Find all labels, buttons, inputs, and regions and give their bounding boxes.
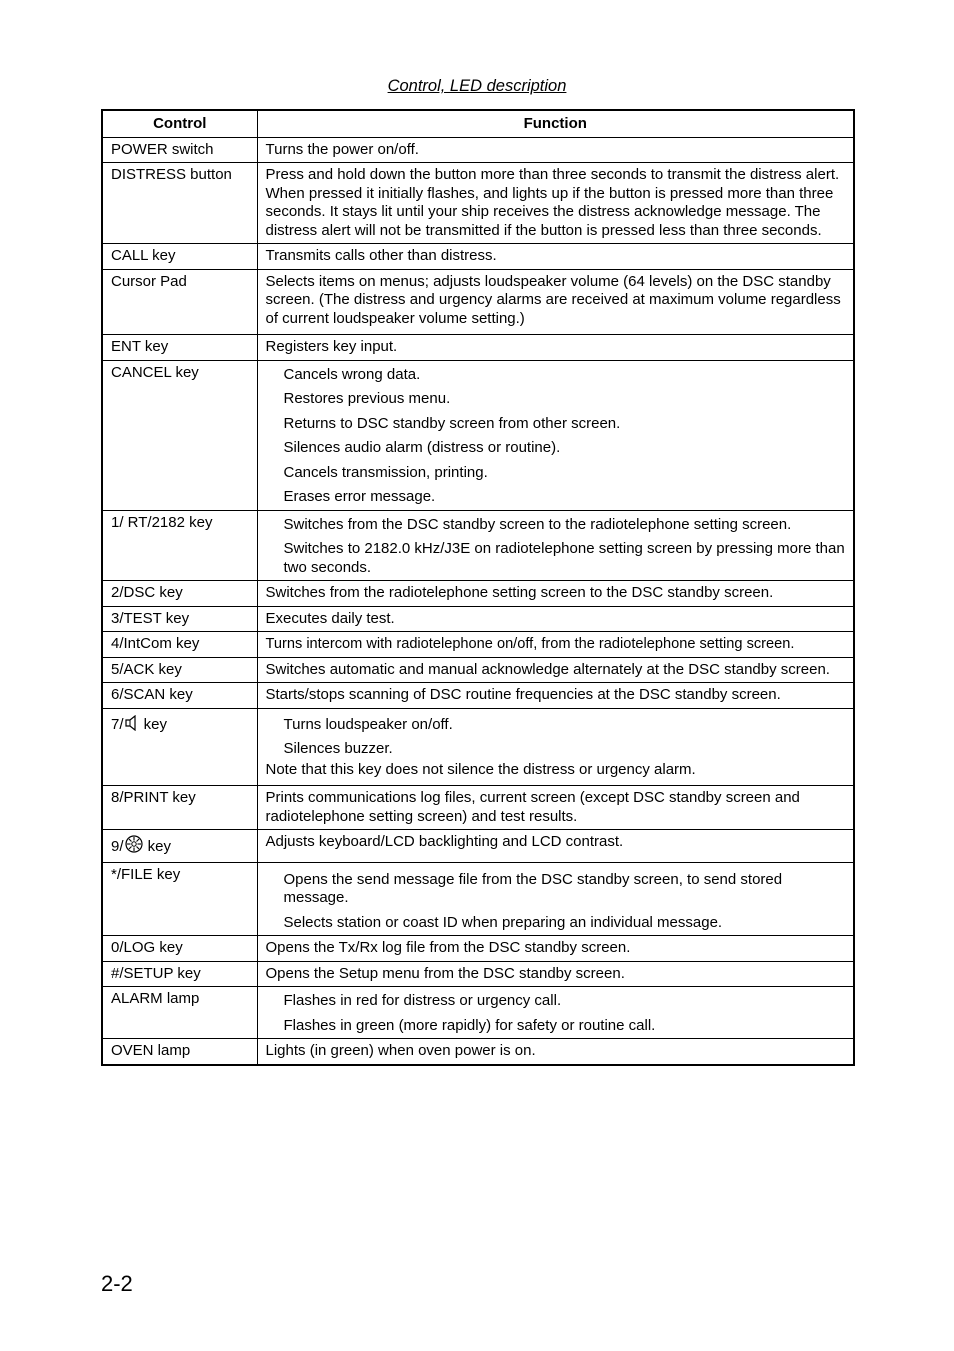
control-suffix: key <box>139 715 168 733</box>
table-row <box>102 683 854 709</box>
list-item: Turns loudspeaker on/off. <box>283 715 453 733</box>
bullet-list <box>266 516 847 578</box>
control-cell: CANCEL key <box>102 360 257 510</box>
control-cell: 3/TEST key <box>102 606 257 632</box>
list-item: Selects station or coast ID when preparing an individual message. <box>283 913 723 931</box>
list-item: Cancels transmission, printing. <box>283 463 488 481</box>
list-item: Flashes in green (more rapidly) for safety or routine call. <box>283 1016 656 1034</box>
control-cell: 2/DSC key <box>102 581 257 607</box>
bullet-list <box>266 716 847 759</box>
control-cell: 0/LOG key <box>102 936 257 962</box>
control-cell: OVEN lamp <box>102 1039 257 1065</box>
control-cell: */FILE key <box>102 862 257 936</box>
control-cell: 1/ RT/2182 key <box>102 510 257 581</box>
table-row <box>102 862 854 936</box>
table-caption: Control, LED description <box>387 77 567 95</box>
list-item: Switches from the DSC standby screen to the radiotelephone setting screen. <box>283 515 792 533</box>
list-item: Silences buzzer. <box>283 740 393 757</box>
table-row <box>102 581 854 607</box>
table-row <box>102 632 854 658</box>
control-prefix: 9/ <box>111 838 124 855</box>
function-cell: Starts/stops scanning of DSC routine frequencies at the DSC standby screen. <box>257 683 854 709</box>
control-led-table <box>101 109 855 1066</box>
function-cell: Opens the Tx/Rx log file from the DSC standby screen. <box>257 936 854 962</box>
table-row <box>102 1039 854 1065</box>
control-cell: POWER switch <box>102 137 257 163</box>
list-item: Flashes in red for distress or urgency call. <box>283 992 562 1009</box>
table-row <box>102 269 854 335</box>
table-row <box>102 830 854 863</box>
table-row <box>102 137 854 163</box>
function-cell: Turns intercom with radiotelephone on/off, from the radiotelephone setting screen. <box>257 632 854 658</box>
function-cell: Selects items on menus; adjusts loudspeaker volume (64 levels) on the DSC standby screen. (The distress and urgency alarms are received at maximum volume regardless of current loudspeaker volume setting.) <box>257 269 854 335</box>
function-cell <box>257 862 854 936</box>
list-item: Silences audio alarm (distress or routine). <box>283 439 561 456</box>
function-cell <box>257 510 854 581</box>
list-item: Returns to DSC standby screen from other screen. <box>283 414 621 432</box>
table-header-row <box>102 110 854 137</box>
control-cell: 6/SCAN key <box>102 683 257 709</box>
table-row <box>102 360 854 510</box>
list-item: Erases error message. <box>283 488 436 505</box>
function-cell: Opens the Setup menu from the DSC standby screen. <box>257 961 854 987</box>
table-row <box>102 936 854 962</box>
control-cell: 8/PRINT key <box>102 786 257 830</box>
control-suffix: key <box>143 838 172 855</box>
function-cell <box>257 360 854 510</box>
table-row <box>102 606 854 632</box>
control-cell: ALARM lamp <box>102 987 257 1039</box>
function-cell: Press and hold down the button more than three seconds to transmit the distress alert. When pressed it initially flashes, and lights up if the button is pressed more than three seconds. It stays lit until your ship receives the distress acknowledge message. The distress alert will not be transmitted if the button is pressed less than three seconds. <box>257 163 854 244</box>
table-row <box>102 708 854 786</box>
page-number: 2-2 <box>101 1271 133 1296</box>
table-row <box>102 657 854 683</box>
function-cell: Switches automatic and manual acknowledge alternately at the DSC standby screen. <box>257 657 854 683</box>
header-control: Control <box>102 110 257 137</box>
control-cell: DISTRESS button <box>102 163 257 244</box>
control-cell: 4/IntCom key <box>102 632 257 658</box>
function-cell <box>257 987 854 1039</box>
speaker-icon <box>125 715 139 737</box>
list-item: Cancels wrong data. <box>283 365 421 383</box>
control-cell: 5/ACK key <box>102 657 257 683</box>
table-row <box>102 335 854 361</box>
control-cell <box>102 708 257 786</box>
function-cell: Turns the power on/off. <box>257 137 854 163</box>
control-cell: ENT key <box>102 335 257 361</box>
list-item: Opens the send message file from the DSC standby screen, to send stored message. <box>283 870 783 906</box>
brightness-icon <box>125 835 143 859</box>
control-prefix: 7/ <box>111 715 124 733</box>
control-cell <box>102 830 257 863</box>
table-row <box>102 244 854 270</box>
function-cell: Transmits calls other than distress. <box>257 244 854 270</box>
bullet-list <box>266 366 847 507</box>
function-cell: Registers key input. <box>257 335 854 361</box>
table-row <box>102 163 854 244</box>
control-cell: Cursor Pad <box>102 269 257 335</box>
function-cell: Prints communications log files, current screen (except DSC standby screen and radiotelephone setting screen) and test results. <box>257 786 854 830</box>
list-item: Restores previous menu. <box>283 390 451 407</box>
table-row <box>102 961 854 987</box>
function-cell: Executes daily test. <box>257 606 854 632</box>
control-cell: CALL key <box>102 244 257 270</box>
header-function: Function <box>257 110 854 137</box>
function-cell: Lights (in green) when oven power is on. <box>257 1039 854 1065</box>
bullet-list <box>266 992 847 1035</box>
table-row <box>102 786 854 830</box>
function-cell <box>257 708 854 786</box>
bullet-list <box>266 871 847 933</box>
table-row <box>102 510 854 581</box>
note-text: Note that this key does not silence the distress or urgency alarm. <box>265 760 696 778</box>
control-cell: #/SETUP key <box>102 961 257 987</box>
function-cell: Switches from the radiotelephone setting screen to the DSC standby screen. <box>257 581 854 607</box>
table-row <box>102 987 854 1039</box>
function-cell: Adjusts keyboard/LCD backlighting and LCD contrast. <box>257 830 854 863</box>
list-item: Switches to 2182.0 kHz/J3E on radiotelephone setting screen by pressing more than two seconds. <box>283 540 845 576</box>
